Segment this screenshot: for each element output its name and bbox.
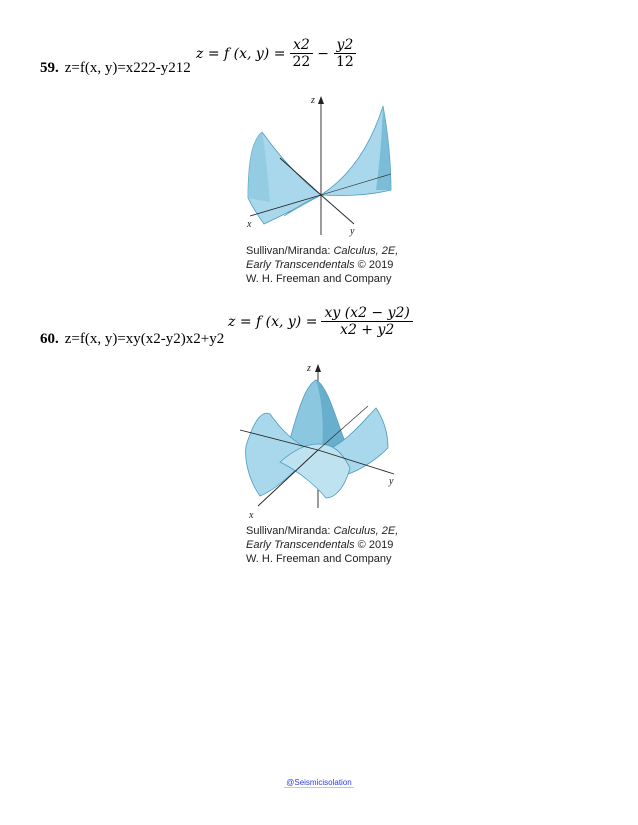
figure-59-caption: [246, 244, 398, 286]
fraction-numerator: y2: [334, 37, 357, 54]
caption-line-1: Sullivan/Miranda: Calculus, 2E,: [246, 525, 399, 537]
fraction-denominator: 12: [336, 54, 354, 70]
z-axis-label: z: [311, 95, 315, 106]
saddle-surface-figure: [236, 92, 401, 237]
y-axis: [321, 195, 354, 224]
minus-sign: −: [317, 45, 330, 62]
x-axis-label: x: [249, 510, 254, 521]
caption-line-1: Sullivan/Miranda: Calculus, 2E,: [246, 245, 399, 257]
problem-59-statement: [40, 60, 191, 77]
watermark-link[interactable]: @Seismicisolation: [286, 778, 352, 787]
footer-watermark: [0, 778, 638, 787]
z-axis-arrow: [318, 96, 324, 104]
caption-line-3: W. H. Freeman and Company: [246, 273, 392, 285]
caption-line-2: Early Transcendentals © 2019: [246, 539, 394, 551]
problem-59-formula: [196, 37, 361, 70]
figure-60-caption: [246, 524, 398, 566]
z-axis-label: z: [307, 363, 311, 374]
fraction-denominator: 22: [292, 54, 311, 70]
problem-text: z=f(x, y)=xy(x2-y2)x2+y2: [64, 331, 225, 347]
problem-number: 60.: [40, 331, 59, 347]
formula-lhs: z = f (x, y) =: [196, 45, 286, 62]
y-axis-label: y: [350, 226, 355, 237]
caption-line-3: W. H. Freeman and Company: [246, 553, 392, 565]
fraction-y: [333, 37, 357, 70]
fraction-x: [289, 37, 313, 70]
fraction-denominator: x2 + y2: [340, 322, 395, 338]
fraction-numerator: xy (x2 − y2): [321, 305, 412, 322]
problem-60-statement: [40, 331, 224, 348]
fraction: [321, 305, 412, 338]
fraction-numerator: x2: [290, 37, 313, 54]
monkey-saddle-surface-figure: [236, 358, 406, 523]
caption-line-2: Early Transcendentals © 2019: [246, 259, 394, 271]
formula-lhs: z = f (x, y) =: [228, 313, 318, 330]
problem-text: z=f(x, y)=x222-y212: [64, 60, 191, 76]
z-axis-arrow: [315, 364, 321, 372]
problem-number: 59.: [40, 60, 59, 76]
problem-60-formula: [228, 305, 417, 338]
y-axis-label: y: [389, 476, 394, 487]
x-axis-label: x: [247, 219, 252, 230]
